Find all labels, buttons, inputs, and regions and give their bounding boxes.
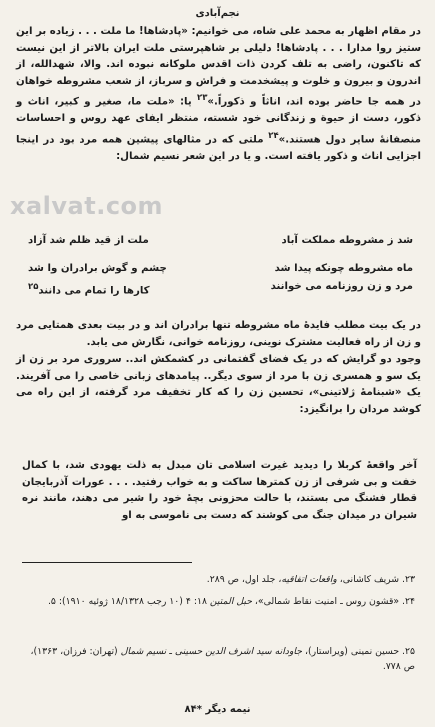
- footnote-25: ۲۵. حسین نمینی (ویراستار)، جاودانه سید اشرف الدین حسینی ـ نسیم شمال (تهران: فرزان، ۱۳۶۳)، ص ۷۷۸.: [30, 646, 415, 672]
- block-quote: آخر واقعهٔ کربلا را دیدید غیرت اسلامی تان مبدل به ذلت یهودی شد، با کمال خفت و بی شرفی از زن کمترها ساکت و به خواب رفتید. . . . عورات آذربایجان قطار فشنگ می بستند، با حالت محزونی بچهٔ خود را شیر می دهند، مانند نره شیران در میدان جنگ می کوشند که دست بی ناموسی به او: [22, 460, 417, 521]
- poem-hemistich: شد ز مشروطه مملکت آباد: [281, 235, 413, 246]
- poem-row: [28, 232, 413, 250]
- page-number: نیمه دیگر *۸۴: [184, 704, 251, 715]
- watermark: xalvat.com: [10, 192, 164, 220]
- poem-hemistich: ماه مشروطه چونکه پیدا شد: [274, 263, 413, 274]
- footnote-divider: [22, 562, 192, 563]
- poem-hemistich: چشم و گوش برادران وا شد: [28, 263, 167, 274]
- poem-hemistich: کارها را تمام می دانند$^{۲۵}$: [28, 282, 150, 297]
- paragraph-3: وجود دو گرایش که در یک فضای گفتمانی در کشمکش اند.. سروری مرد بر زن از یک سو و همسری زن با مرد از سوی دیگر.. پیامدهای زبانی خاصی را می آفریند. یک «شبنامهٔ ژلاتینی»، تحسین زن را که کار تخفیف مرد گرفته، از این راه می کوشد مردان را برانگیزد:: [16, 354, 421, 415]
- footnote-24: ۲۴. «قشون روس ـ امنیت نقاط شمالی»، حبل المتین ۱۸: ۴ (۱۰ رجب ۱۸/۱۳۲۸ ژوئیه ۱۹۱۰): ۵.: [47, 596, 415, 607]
- paragraph-1: در مقام اظهار به محمد علی شاه، می خوانیم: «پادشاها! ما ملت . . . زیاده بر این ستیز روا مدارا . . . پادشاها! دلیلی بر شاهپرستی ملت ایران بالاتر از این نیست که تاکنون، راضی به تلف کردن ذات اقدس ملوکانه نبوده اند. والا، شهدالله، از اندرون و بیرون و خلوت و پیشخدمت و فراش و سرباز، از شعب مشروطه خواهان در همه جا حاضر بوده اند، اناثاً و ذکوراً.»$^{۲۳}$ یا: «ملت ما، صغیر و کبیر، اناث و ذکور، دست از حیوة و زندگانی خود شسته، منتظر ایفای عهد روس و احساسات منصفانهٔ سایر دول هستند.»$^{۲۴}$ ملتی که در مثالهای پیشین همه مرد بود در اینجا اجزایی اناث و ذکور یافته است. و یا در این شعر نسیم شمال:: [16, 26, 421, 162]
- poem-hemistich: مرد و زن روزنامه می خوانند: [270, 281, 413, 292]
- running-header: نجم‌آبادی: [195, 8, 240, 19]
- poem-row: [28, 278, 413, 296]
- footnote-23: ۲۳. شریف کاشانی، واقعات اتفاقیه، جلد اول، ص ۲۸۹.: [206, 574, 415, 585]
- poem-hemistich: ملت از قید ظلم شد آزاد: [28, 235, 149, 246]
- poem-row: [28, 260, 413, 278]
- poem: [28, 232, 413, 296]
- paragraph-2: در یک بیت مطلب فایدهٔ ماه مشروطه تنها برادران اند و در بیت بعدی همتایی مرد و زن از راه فعالیت مشترک نوینی، روزنامه خوانی، نگارش می یابد.: [16, 320, 421, 348]
